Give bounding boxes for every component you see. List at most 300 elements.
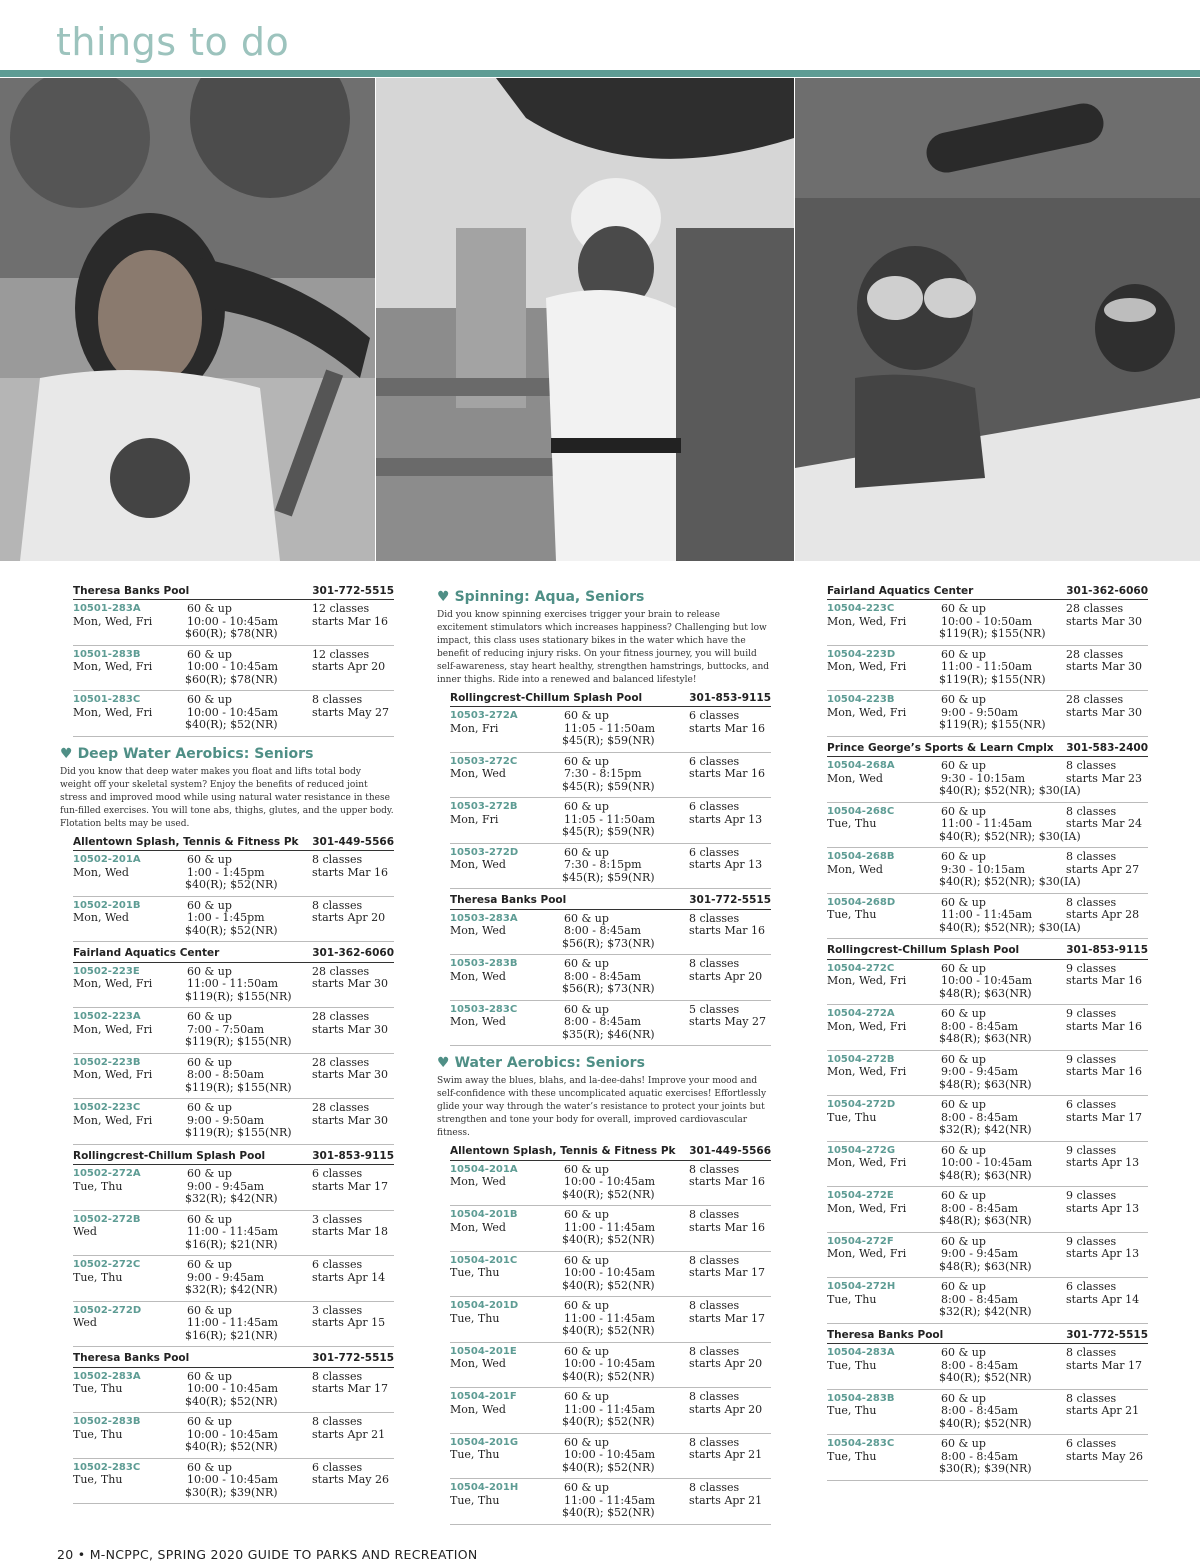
class-row-line	[73, 1317, 394, 1330]
class-row	[73, 851, 394, 897]
class-row	[450, 1206, 771, 1252]
course-code: 10503-272D	[450, 846, 519, 858]
class-fee: $119(R); $155(NR)	[185, 1035, 292, 1049]
meeting-time: 8:00 - 8:50am	[187, 1068, 265, 1082]
class-fee: $40(R); $52(NR)	[562, 1187, 655, 1201]
class-count: 8 classes	[312, 898, 363, 912]
class-fee: $40(R); $52(NR)	[185, 718, 278, 732]
class-row	[73, 1302, 394, 1348]
course-code: 10501-283C	[73, 694, 141, 706]
facility-header	[827, 943, 1148, 959]
age-range: 60 & up	[187, 1460, 232, 1474]
start-date: starts Apr 13	[689, 812, 763, 826]
section-title	[437, 1054, 771, 1072]
meeting-days: Mon, Wed	[827, 862, 883, 876]
class-count: 8 classes	[689, 1253, 740, 1267]
class-row	[73, 1368, 394, 1414]
start-date: starts Apr 20	[312, 660, 386, 674]
start-date: starts Mar 17	[1066, 1358, 1143, 1372]
class-fee: $32(R); $42(NR)	[939, 1305, 1032, 1319]
age-range: 60 & up	[941, 895, 986, 909]
meeting-days: Tue, Thu	[73, 1179, 123, 1193]
meeting-days: Mon, Wed	[450, 1220, 506, 1234]
class-fee: $48(R); $63(NR)	[939, 1168, 1032, 1182]
facility-block	[827, 741, 1148, 939]
meeting-days: Tue, Thu	[827, 817, 877, 831]
age-range: 60 & up	[941, 1280, 986, 1294]
meeting-days: Tue, Thu	[450, 1266, 500, 1280]
meeting-time: 10:00 - 10:45am	[187, 660, 279, 674]
age-range: 60 & up	[941, 1346, 986, 1360]
course-code: 10504-268D	[827, 896, 896, 908]
meeting-days: Tue, Thu	[73, 1473, 123, 1487]
meeting-days: Mon, Wed, Fri	[827, 1065, 907, 1079]
meeting-days: Mon, Wed, Fri	[827, 660, 907, 674]
meeting-time: 11:00 - 11:45am	[564, 1493, 656, 1507]
class-count: 8 classes	[689, 1208, 740, 1222]
class-count: 3 classes	[312, 1212, 363, 1226]
meeting-time: 10:00 - 10:45am	[564, 1357, 656, 1371]
class-row-line	[450, 1358, 771, 1371]
start-date: starts Apr 21	[689, 1493, 763, 1507]
meeting-days: Tue, Thu	[827, 1292, 877, 1306]
facility-name: Theresa Banks Pool	[73, 1352, 190, 1365]
start-date: starts Apr 20	[689, 969, 763, 983]
class-row-line	[827, 909, 1148, 922]
age-range: 60 & up	[564, 1002, 609, 1016]
meeting-time: 9:00 - 9:45am	[941, 1065, 1019, 1079]
class-row-line	[450, 925, 771, 938]
class-count: 8 classes	[689, 1299, 740, 1313]
class-count: 6 classes	[312, 1167, 363, 1181]
class-row	[73, 691, 394, 737]
class-fee: $40(R); $52(NR)	[562, 1369, 655, 1383]
class-row-line	[73, 1011, 394, 1024]
course-code: 10504-201A	[450, 1163, 518, 1175]
age-range: 60 & up	[187, 898, 232, 912]
meeting-days: Tue, Thu	[827, 908, 877, 922]
class-count: 8 classes	[689, 1435, 740, 1449]
age-range: 60 & up	[187, 853, 232, 867]
age-range: 60 & up	[941, 602, 986, 616]
meeting-days: Mon, Wed, Fri	[73, 1022, 153, 1036]
course-code: 10503-272A	[450, 710, 518, 722]
facility-phone: 301-362-6060	[1066, 585, 1148, 597]
meeting-days: Tue, Thu	[73, 1270, 123, 1284]
age-range: 60 & up	[187, 1303, 232, 1317]
facility-phone: 301-772-5515	[1066, 1328, 1148, 1341]
course-code: 10504-272D	[827, 1099, 896, 1111]
course-code: 10504-272E	[827, 1190, 894, 1202]
class-row	[450, 798, 771, 844]
facility-block	[827, 1328, 1148, 1481]
course-code: 10502-223C	[73, 1102, 141, 1114]
class-row	[73, 646, 394, 692]
meeting-days: Mon, Wed	[450, 924, 506, 938]
age-range: 60 & up	[941, 1391, 986, 1405]
start-date: starts Apr 13	[1066, 1156, 1140, 1170]
class-fee: $45(R); $59(NR)	[562, 734, 655, 748]
section-description: Swim away the blues, blahs, and la-dee-dahs! Improve your mood and self-confidence with these uncomplicated aquatic exercises! Effortlessly glide your way through the water’s resistance to protect your joints but strengthen and tone your body for overall, improved cardiovascular fitness.	[437, 1076, 767, 1139]
class-fee: $40(R); $52(NR); $30(IA)	[939, 875, 1081, 889]
meeting-time: 7:00 - 7:50am	[187, 1022, 265, 1036]
class-count: 28 classes	[312, 1055, 370, 1069]
meeting-days: Mon, Wed, Fri	[73, 660, 153, 674]
class-row-line	[827, 975, 1148, 988]
class-row	[827, 1187, 1148, 1233]
meeting-time: 1:00 - 1:45pm	[187, 911, 265, 925]
meeting-days: Mon, Wed, Fri	[73, 614, 153, 628]
course-code: 10504-272C	[827, 962, 895, 974]
course-code: 10504-283B	[827, 1392, 895, 1404]
class-fee: $40(R); $52(NR)	[185, 923, 278, 937]
meeting-days: Tue, Thu	[827, 1449, 877, 1463]
class-row-line	[450, 1176, 771, 1189]
class-row-line	[73, 1102, 394, 1115]
meeting-time: 10:00 - 10:45am	[187, 1473, 279, 1487]
class-count: 6 classes	[1066, 1280, 1117, 1294]
age-range: 60 & up	[187, 1101, 232, 1115]
class-count: 28 classes	[312, 1010, 370, 1024]
class-row	[450, 1161, 771, 1207]
class-fee: $32(R); $42(NR)	[939, 1123, 1032, 1137]
course-code: 10502-283C	[73, 1461, 141, 1473]
facility-phone: 301-449-5566	[689, 1145, 771, 1158]
course-code: 10502-272B	[73, 1213, 141, 1225]
meeting-days: Tue, Thu	[73, 1382, 123, 1396]
meeting-days: Mon, Wed, Fri	[827, 705, 907, 719]
class-row	[73, 1256, 394, 1302]
class-row-line	[73, 1474, 394, 1487]
class-fee: $119(R); $155(NR)	[939, 627, 1046, 641]
start-date: starts Mar 17	[689, 1311, 766, 1325]
meeting-time: 10:00 - 10:45am	[941, 974, 1033, 988]
class-row	[827, 1051, 1148, 1097]
start-date: starts Apr 20	[689, 1402, 763, 1416]
start-date: starts Mar 16	[689, 721, 766, 735]
meeting-time: 1:00 - 1:45pm	[187, 865, 265, 879]
class-row-line	[450, 1267, 771, 1280]
start-date: starts Apr 21	[1066, 1404, 1140, 1418]
start-date: starts Apr 13	[1066, 1201, 1140, 1215]
program-section	[437, 1054, 771, 1140]
class-fee: $40(R); $52(NR)	[185, 1394, 278, 1408]
class-fee: $40(R); $52(NR)	[185, 1440, 278, 1454]
start-date: starts Apr 20	[312, 911, 386, 925]
class-fee: $32(R); $42(NR)	[185, 1283, 278, 1297]
class-fee: $40(R); $52(NR)	[939, 1371, 1032, 1385]
section-title-text: Spinning: Aqua, Seniors	[454, 589, 645, 605]
start-date: starts Apr 14	[1066, 1292, 1140, 1306]
class-count: 28 classes	[312, 964, 370, 978]
class-fee: $119(R); $155(NR)	[185, 1080, 292, 1094]
class-row	[73, 897, 394, 943]
start-date: starts Mar 16	[312, 614, 389, 628]
meeting-time: 8:00 - 8:45am	[941, 1404, 1019, 1418]
class-fee: $40(R); $52(NR)	[562, 1278, 655, 1292]
class-row-line	[827, 1347, 1148, 1360]
class-count: 8 classes	[689, 911, 740, 925]
class-fee: $56(R); $73(NR)	[562, 982, 655, 996]
class-row	[73, 1165, 394, 1211]
age-range: 60 & up	[187, 1167, 232, 1181]
start-date: starts Mar 16	[689, 1220, 766, 1234]
meeting-time: 10:00 - 10:45am	[187, 1427, 279, 1441]
facility-name: Allentown Splash, Tennis & Fitness Pk	[450, 1145, 676, 1158]
class-count: 9 classes	[1066, 1189, 1117, 1203]
meeting-days: Wed	[73, 1316, 97, 1330]
class-count: 8 classes	[689, 1481, 740, 1495]
start-date: starts Mar 16	[1066, 1019, 1143, 1033]
class-row	[827, 600, 1148, 646]
facility-phone: 301-853-9115	[312, 1149, 394, 1162]
facility-header	[450, 691, 771, 707]
listing-column-2	[437, 580, 771, 1525]
meeting-time: 9:00 - 9:50am	[187, 1113, 265, 1127]
meeting-days: Mon, Wed, Fri	[827, 614, 907, 628]
age-range: 60 & up	[187, 693, 232, 707]
class-count: 28 classes	[1066, 647, 1124, 661]
facility-name: Theresa Banks Pool	[73, 585, 190, 597]
facility-header	[73, 1149, 394, 1165]
facility-phone: 301-772-5515	[689, 894, 771, 907]
meeting-days: Mon, Wed	[827, 771, 883, 785]
heart-icon: ♥	[437, 1055, 450, 1072]
course-code: 10504-272A	[827, 1008, 895, 1020]
facility-header	[450, 893, 771, 909]
class-count: 6 classes	[1066, 1098, 1117, 1112]
section-title-text: Water Aerobics: Seniors	[454, 1055, 645, 1072]
class-row	[450, 955, 771, 1001]
start-date: starts Mar 17	[689, 1266, 766, 1280]
meeting-time: 8:00 - 8:45am	[564, 969, 642, 983]
facility-block	[73, 1149, 394, 1347]
course-code: 10502-223E	[73, 965, 140, 977]
age-range: 60 & up	[941, 1098, 986, 1112]
course-code: 10501-283B	[73, 648, 141, 660]
meeting-time: 9:00 - 9:45am	[941, 1247, 1019, 1261]
class-row	[73, 1054, 394, 1100]
class-row-line	[827, 1248, 1148, 1261]
meeting-time: 10:00 - 10:50am	[941, 614, 1033, 628]
class-fee: $48(R); $63(NR)	[939, 1077, 1032, 1091]
meeting-days: Tue, Thu	[450, 1493, 500, 1507]
start-date: starts Mar 30	[312, 977, 389, 991]
class-row-line	[450, 1391, 771, 1404]
class-row	[450, 1479, 771, 1525]
meeting-time: 10:00 - 10:45am	[564, 1175, 656, 1189]
facility-header	[827, 741, 1148, 757]
facility-name: Theresa Banks Pool	[827, 1328, 944, 1341]
section-description: Did you know spinning exercises trigger your brain to release excitement stimulators which increases happiness? Challenging but low impact, this class uses stationary bikes in the water which have the benefit of reducing injury risks. On your fitness journey, you will build self-awareness, stay heart healthy, strengthen hamstrings, buttocks, and inner thighs. Ride into a renewed and balanced lifestyle!	[437, 610, 770, 685]
meeting-days: Mon, Wed, Fri	[827, 1156, 907, 1170]
meeting-time: 8:00 - 8:45am	[941, 1358, 1019, 1372]
class-count: 6 classes	[689, 800, 740, 814]
class-count: 28 classes	[1066, 602, 1124, 616]
start-date: starts Mar 30	[1066, 614, 1143, 628]
age-range: 60 & up	[941, 961, 986, 975]
meeting-time: 11:00 - 11:45am	[941, 908, 1033, 922]
course-code: 10501-283A	[73, 603, 141, 615]
class-fee: $48(R); $63(NR)	[939, 1214, 1032, 1228]
listing-column-3	[814, 580, 1148, 1481]
meeting-time: 8:00 - 8:45am	[941, 1201, 1019, 1215]
course-code: 10504-272B	[827, 1053, 895, 1065]
class-fee: $40(R); $52(NR)	[562, 1324, 655, 1338]
class-row-line	[450, 1209, 771, 1222]
facility-block	[827, 943, 1148, 1323]
start-date: starts Mar 16	[1066, 1065, 1143, 1079]
facility-block	[450, 893, 771, 1046]
meeting-time: 11:00 - 11:45am	[564, 1220, 656, 1234]
start-date: starts Apr 21	[312, 1427, 386, 1441]
class-fee: $45(R); $59(NR)	[562, 870, 655, 884]
class-row-line	[827, 1190, 1148, 1203]
age-range: 60 & up	[564, 1208, 609, 1222]
facility-phone: 301-772-5515	[312, 585, 394, 597]
age-range: 60 & up	[564, 709, 609, 723]
course-code: 10502-201A	[73, 854, 141, 866]
age-range: 60 & up	[187, 1415, 232, 1429]
meeting-time: 11:05 - 11:50am	[564, 721, 656, 735]
start-date: starts Apr 13	[1066, 1247, 1140, 1261]
class-fee: $40(R); $52(NR); $30(IA)	[939, 784, 1081, 798]
class-row	[450, 707, 771, 753]
meeting-time: 10:00 - 10:45am	[564, 1448, 656, 1462]
facility-header	[73, 1351, 394, 1367]
facility-block	[450, 691, 771, 889]
course-code: 10504-272G	[827, 1144, 896, 1156]
class-row	[73, 1211, 394, 1257]
facility-header	[73, 946, 394, 962]
meeting-time: 10:00 - 10:45am	[187, 1382, 279, 1396]
class-row-line	[73, 1383, 394, 1396]
meeting-time: 9:30 - 10:15am	[941, 862, 1026, 876]
meeting-time: 8:00 - 8:45am	[941, 1449, 1019, 1463]
start-date: starts Apr 21	[689, 1448, 763, 1462]
meeting-time: 11:05 - 11:50am	[564, 812, 656, 826]
course-code: 10504-201G	[450, 1436, 519, 1448]
class-row-line	[450, 1300, 771, 1313]
class-row	[73, 1459, 394, 1505]
meeting-time: 11:00 - 11:45am	[564, 1402, 656, 1416]
class-row-line	[827, 760, 1148, 773]
class-row-line	[73, 1069, 394, 1082]
meeting-days: Tue, Thu	[827, 1110, 877, 1124]
class-count: 8 classes	[689, 957, 740, 971]
class-fee: $40(R); $52(NR); $30(IA)	[939, 829, 1081, 843]
meeting-time: 8:00 - 8:45am	[564, 1015, 642, 1029]
photo-child-climbing	[376, 78, 794, 561]
meeting-days: Tue, Thu	[827, 1358, 877, 1372]
class-row	[827, 1344, 1148, 1390]
age-range: 60 & up	[187, 1055, 232, 1069]
meeting-time: 9:00 - 9:45am	[187, 1179, 265, 1193]
age-range: 60 & up	[564, 911, 609, 925]
course-code: 10502-223B	[73, 1056, 141, 1068]
age-range: 60 & up	[187, 647, 232, 661]
facility-header	[73, 584, 394, 600]
meeting-days: Mon, Wed, Fri	[73, 1068, 153, 1082]
class-row-line	[450, 1016, 771, 1029]
class-row	[73, 1099, 394, 1145]
class-row-line	[73, 854, 394, 867]
age-range: 60 & up	[564, 1162, 609, 1176]
facility-block	[827, 584, 1148, 737]
start-date: starts Mar 24	[1066, 817, 1143, 831]
class-fee: $45(R); $59(NR)	[562, 825, 655, 839]
meeting-time: 11:00 - 11:50am	[941, 660, 1033, 674]
meeting-days: Mon, Wed	[450, 1015, 506, 1029]
start-date: starts Mar 16	[689, 924, 766, 938]
facility-phone: 301-362-6060	[312, 947, 394, 960]
class-count: 9 classes	[1066, 1007, 1117, 1021]
course-code: 10503-283B	[450, 958, 518, 970]
class-row	[450, 753, 771, 799]
class-row	[827, 803, 1148, 849]
age-range: 60 & up	[564, 1299, 609, 1313]
class-row-line	[450, 1449, 771, 1462]
age-range: 60 & up	[187, 1369, 232, 1383]
class-fee: $119(R); $155(NR)	[185, 989, 292, 1003]
age-range: 60 & up	[187, 964, 232, 978]
class-row	[73, 963, 394, 1009]
start-date: starts May 26	[1066, 1449, 1143, 1463]
start-date: starts Mar 30	[312, 1022, 389, 1036]
class-row	[73, 600, 394, 646]
facility-phone: 301-853-9115	[1066, 944, 1148, 957]
meeting-days: Mon, Wed	[450, 1402, 506, 1416]
age-range: 60 & up	[564, 957, 609, 971]
class-row	[827, 757, 1148, 803]
class-fee: $16(R); $21(NR)	[185, 1237, 278, 1251]
class-row	[827, 646, 1148, 692]
course-code: 10504-201H	[450, 1482, 519, 1494]
meeting-time: 11:00 - 11:45am	[187, 1316, 279, 1330]
course-code: 10504-201E	[450, 1345, 517, 1357]
meeting-days: Tue, Thu	[450, 1448, 500, 1462]
class-count: 8 classes	[312, 693, 363, 707]
class-count: 9 classes	[1066, 961, 1117, 975]
age-range: 60 & up	[564, 845, 609, 859]
class-row	[450, 1001, 771, 1047]
class-count: 6 classes	[689, 845, 740, 859]
meeting-time: 9:30 - 10:15am	[941, 771, 1026, 785]
class-row-line	[73, 978, 394, 991]
class-row	[73, 1008, 394, 1054]
meeting-time: 8:00 - 8:45am	[941, 1110, 1019, 1124]
meeting-time: 8:00 - 8:45am	[564, 924, 642, 938]
class-count: 8 classes	[1066, 804, 1117, 818]
start-date: starts May 27	[312, 705, 389, 719]
course-code: 10502-283A	[73, 1370, 141, 1382]
meeting-days: Tue, Thu	[450, 1311, 500, 1325]
facility-name: Rollingcrest-Chillum Splash Pool	[827, 944, 1020, 957]
section-description: Did you know that deep water makes you float and lifts total body weight off your skeletal system? Enjoy the benefits of reduced joint stress and improved mood while using natural water resistance in these fun-filled exercises. You will tone abs, thighs, glutes, and the upper body. Flotation belts may be used.	[60, 766, 394, 829]
start-date: starts Mar 30	[1066, 660, 1143, 674]
meeting-days: Mon, Wed	[73, 911, 129, 925]
facility-block	[450, 1144, 771, 1524]
class-fee: $40(R); $52(NR)	[562, 1233, 655, 1247]
start-date: starts May 27	[689, 1015, 766, 1029]
course-code: 10504-272F	[827, 1235, 894, 1247]
meeting-time: 7:30 - 8:15pm	[564, 858, 642, 872]
age-range: 60 & up	[941, 1437, 986, 1451]
class-count: 8 classes	[1066, 850, 1117, 864]
class-count: 28 classes	[312, 1101, 370, 1115]
meeting-time: 10:00 - 10:45am	[564, 1266, 656, 1280]
facility-header	[450, 1144, 771, 1160]
